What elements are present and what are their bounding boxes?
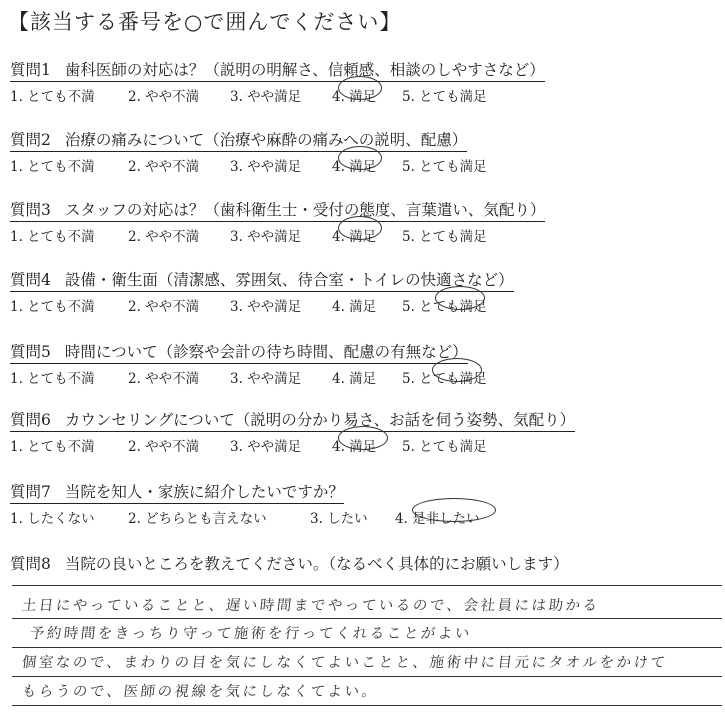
option-4[interactable]: 4. 満足 (332, 299, 377, 315)
question-heading (10, 408, 575, 432)
option-2[interactable]: 2. やや不満 (128, 439, 200, 455)
option-2[interactable]: 2. やや不満 (128, 371, 200, 387)
question-7 (10, 480, 710, 525)
question-4 (10, 268, 710, 313)
question-8-heading (10, 552, 569, 575)
question-1 (10, 58, 710, 103)
option-1[interactable]: 1. とても不満 (10, 371, 95, 387)
question-text: 治療の痛みについて（治療や麻酔の痛みへの説明、配慮） (64, 131, 468, 149)
question-heading (10, 198, 545, 222)
answer-line-2: 予約時間をきっちり守って施術を行ってくれることがよい (29, 626, 473, 642)
options-row (10, 85, 710, 103)
question-2 (10, 128, 710, 173)
option-5[interactable]: 5. とても満足 (402, 439, 487, 455)
option-5[interactable]: 5. とても満足 (402, 89, 487, 105)
question-label: 質問1 (10, 61, 51, 79)
answer-rule (12, 585, 722, 586)
options-row (10, 225, 710, 243)
options-row (10, 507, 710, 525)
question-label: 質問3 (10, 201, 51, 219)
option-3[interactable]: 3. やや満足 (230, 89, 302, 105)
options-row (10, 295, 710, 313)
question-heading (10, 58, 545, 82)
question-8 (10, 552, 710, 575)
option-3[interactable]: 3. やや満足 (230, 159, 302, 175)
option-4[interactable]: 4. 満足 (332, 371, 377, 387)
option-4[interactable]: 4. 是非したい (395, 511, 480, 527)
answer-line-1: 土日にやっていることと、遅い時間までやっているので、会社員には助かる (21, 598, 601, 614)
answer-line-3: 個室なので、まわりの目を気にしなくてよいことと、施術中に目元にタオルをかけて (21, 655, 669, 671)
answer-line-4: もらうので、医師の視線を気にしなくてよい。 (21, 684, 380, 700)
question-8-label: 質問8 (10, 555, 51, 573)
question-5 (10, 340, 710, 385)
question-heading (10, 340, 468, 364)
option-2[interactable]: 2. やや不満 (128, 229, 200, 245)
question-label: 質問6 (10, 411, 51, 429)
question-text: 時間について（診察や会計の待ち時間、配慮の有無など） (64, 343, 468, 361)
question-text: 設備・衛生面（清潔感、雰囲気、待合室・トイレの快適さなど） (64, 271, 514, 289)
question-text: 歯科医師の対応は？（説明の明解さ、信頼感、相談のしやすさなど） (64, 61, 545, 79)
question-text: カウンセリングについて（説明の分かり易さ、お話を伺う姿勢、気配り） (64, 411, 576, 429)
answer-rule (12, 618, 722, 619)
option-3[interactable]: 3. やや満足 (230, 229, 302, 245)
question-text: スタッフの対応は？（歯科衛生士・受付の態度、言葉遣い、気配り） (64, 201, 546, 219)
option-3[interactable]: 3. やや満足 (230, 299, 302, 315)
question-label: 質問5 (10, 343, 51, 361)
question-8-text: 当院の良いところを教えてください。（なるべく具体的にお願いします） (64, 555, 569, 573)
question-heading (10, 480, 344, 504)
option-4[interactable]: 4. 満足 (332, 159, 377, 175)
answer-rule (12, 705, 722, 706)
form-title: 【該当する番号を○で囲んでください】 (8, 10, 402, 34)
option-5[interactable]: 5. とても満足 (402, 159, 487, 175)
options-row (10, 367, 710, 385)
option-5[interactable]: 5. とても満足 (402, 299, 487, 315)
question-heading (10, 268, 514, 292)
option-3[interactable]: 3. やや満足 (230, 371, 302, 387)
option-1[interactable]: 1. したくない (10, 511, 95, 527)
option-4[interactable]: 4. 満足 (332, 89, 377, 105)
question-6 (10, 408, 710, 453)
option-4[interactable]: 4. 満足 (332, 229, 377, 245)
question-label: 質問4 (10, 271, 51, 289)
answer-rule (12, 676, 722, 677)
option-5[interactable]: 5. とても満足 (402, 229, 487, 245)
question-heading (10, 128, 467, 152)
question-3 (10, 198, 710, 243)
option-1[interactable]: 1. とても不満 (10, 299, 95, 315)
option-2[interactable]: 2. やや不満 (128, 299, 200, 315)
option-2[interactable]: 2. どちらとも言えない (128, 511, 267, 527)
option-1[interactable]: 1. とても不満 (10, 89, 95, 105)
option-2[interactable]: 2. やや不満 (128, 159, 200, 175)
option-3[interactable]: 3. やや満足 (230, 439, 302, 455)
question-text: 当院を知人・家族に紹介したいですか？ (64, 483, 344, 501)
option-1[interactable]: 1. とても不満 (10, 439, 95, 455)
question-label: 質問7 (10, 483, 51, 501)
option-1[interactable]: 1. とても不満 (10, 229, 95, 245)
answer-rule (12, 647, 722, 648)
option-3[interactable]: 3. したい (310, 511, 368, 527)
option-5[interactable]: 5. とても満足 (402, 371, 487, 387)
options-row (10, 155, 710, 173)
option-4[interactable]: 4. 満足 (332, 439, 377, 455)
question-label: 質問2 (10, 131, 51, 149)
option-2[interactable]: 2. やや不満 (128, 89, 200, 105)
option-1[interactable]: 1. とても不満 (10, 159, 95, 175)
options-row (10, 435, 710, 453)
